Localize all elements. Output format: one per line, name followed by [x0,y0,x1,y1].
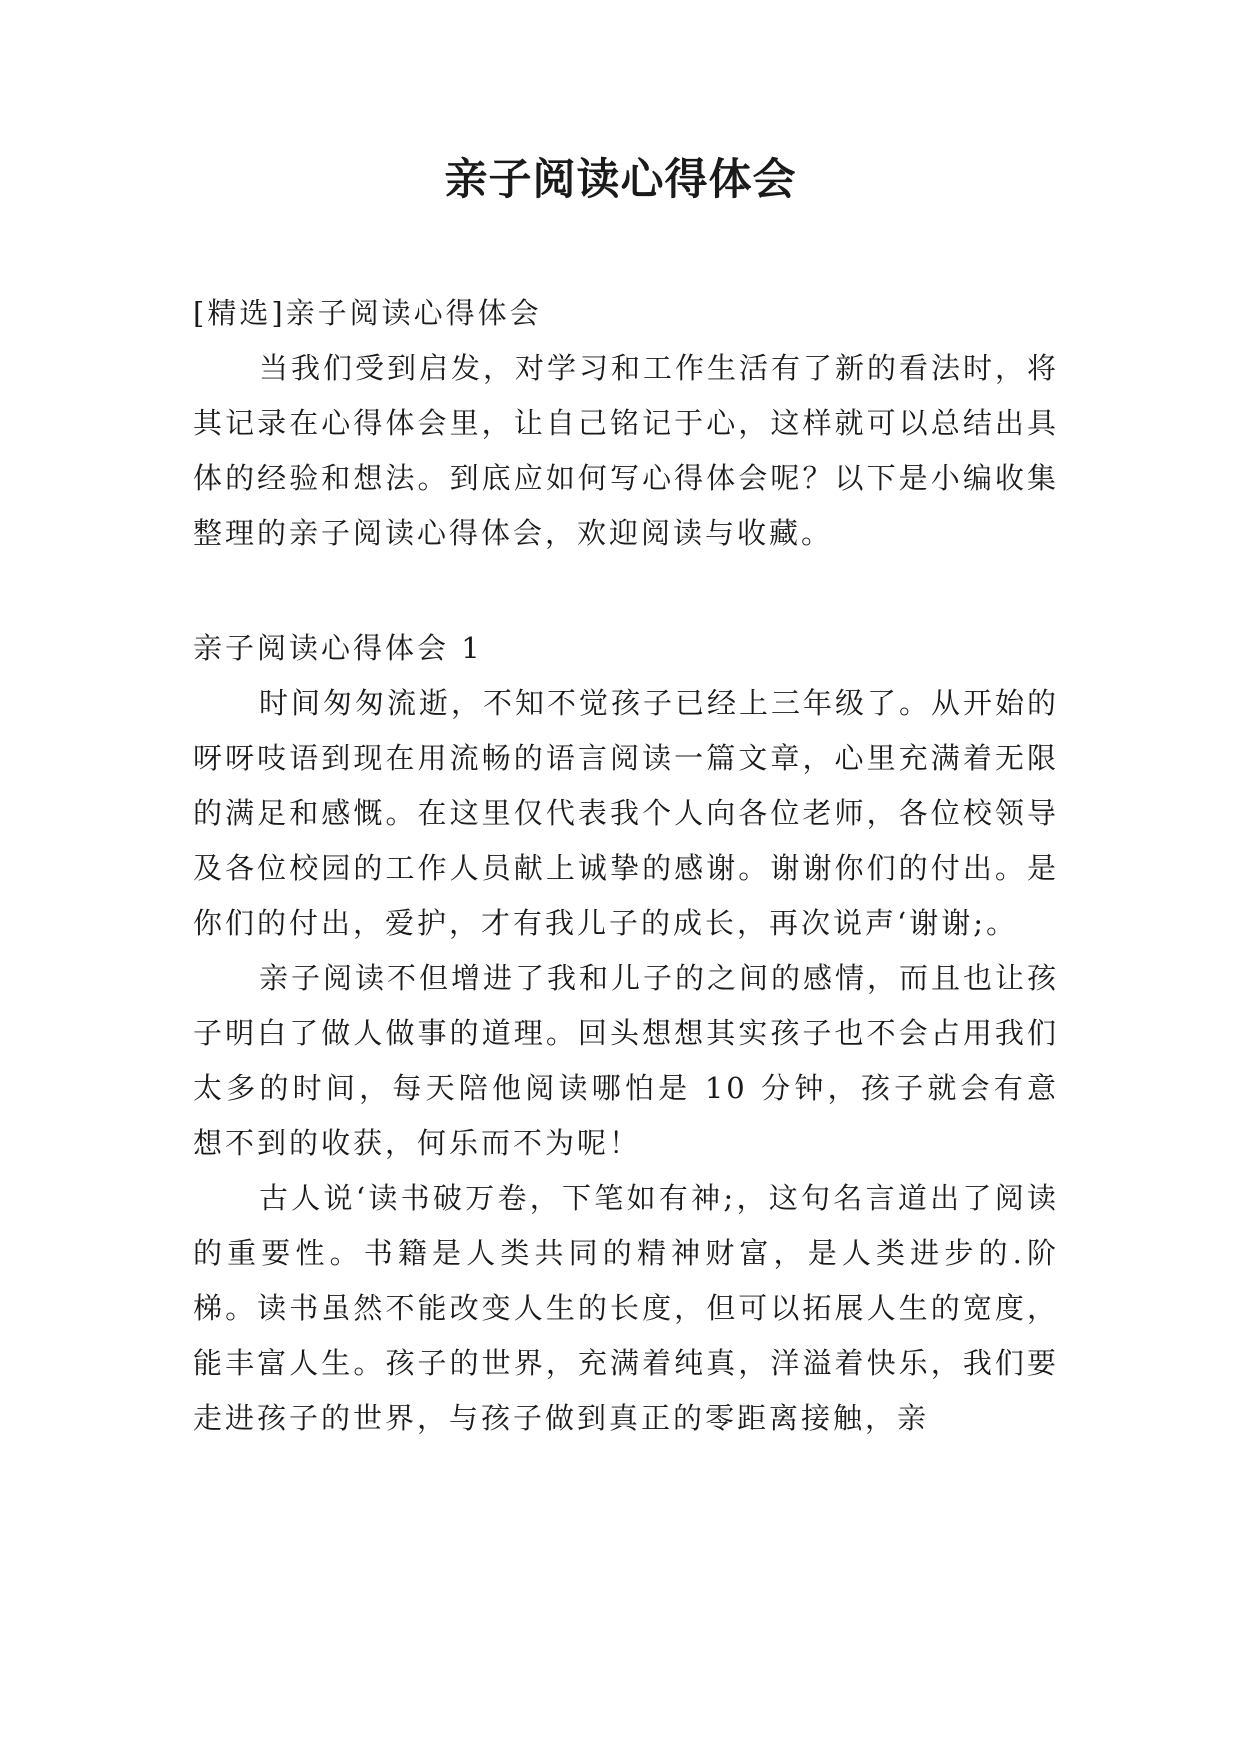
body-paragraph: 亲子阅读不但增进了我和儿子的之间的感情，而且也让孩子明白了做人做事的道理。回头想想其实孩子也不会占用我们太多的时间，每天陪他阅读哪怕是 10 分钟，孩子就会有意想不到的收获，何乐而不为呢！ [193,961,1060,1160]
intro-paragraph: 当我们受到启发，对学习和工作生活有了新的看法时，将其记录在心得体会里，让自己铭记于心，这样就可以总结出具体的经验和想法。到底应如何写心得体会呢？以下是小编收集整理的亲子阅读心得体会，欢迎阅读与收藏。 [193,351,1060,550]
body-paragraph: 时间匆匆流逝，不知不觉孩子已经上三年级了。从开始的呀呀吱语到现在用流畅的语言阅读一篇文章，心里充满着无限的满足和感慨。在这里仅代表我个人向各位老师，各位校领导及各位校园的工作人员献上诚挚的感谢。谢谢你们的付出。是你们的付出，爱护，才有我儿子的成长，再次说声‘谢谢;。 [193,686,1060,940]
document-title: 亲子阅读心得体会 [444,155,797,205]
document-body [193,286,1059,1446]
document-subtitle: [精选]亲子阅读心得体会 [193,296,542,330]
body-paragraph: 古人说‘读书破万卷，下笔如有神;，这句名言道出了阅读的重要性。书籍是人类共同的精神财富，是人类进步的.阶梯。读书虽然不能改变人生的长度，但可以拓展人生的宽度，能丰富人生。孩子的世界，充满着纯真，洋溢着快乐，我们要走进孩子的世界，与孩子做到真正的零距离接触，亲 [193,1181,1059,1435]
section-spacer [193,561,1059,621]
section-heading: 亲子阅读心得体会 1 [193,631,483,665]
